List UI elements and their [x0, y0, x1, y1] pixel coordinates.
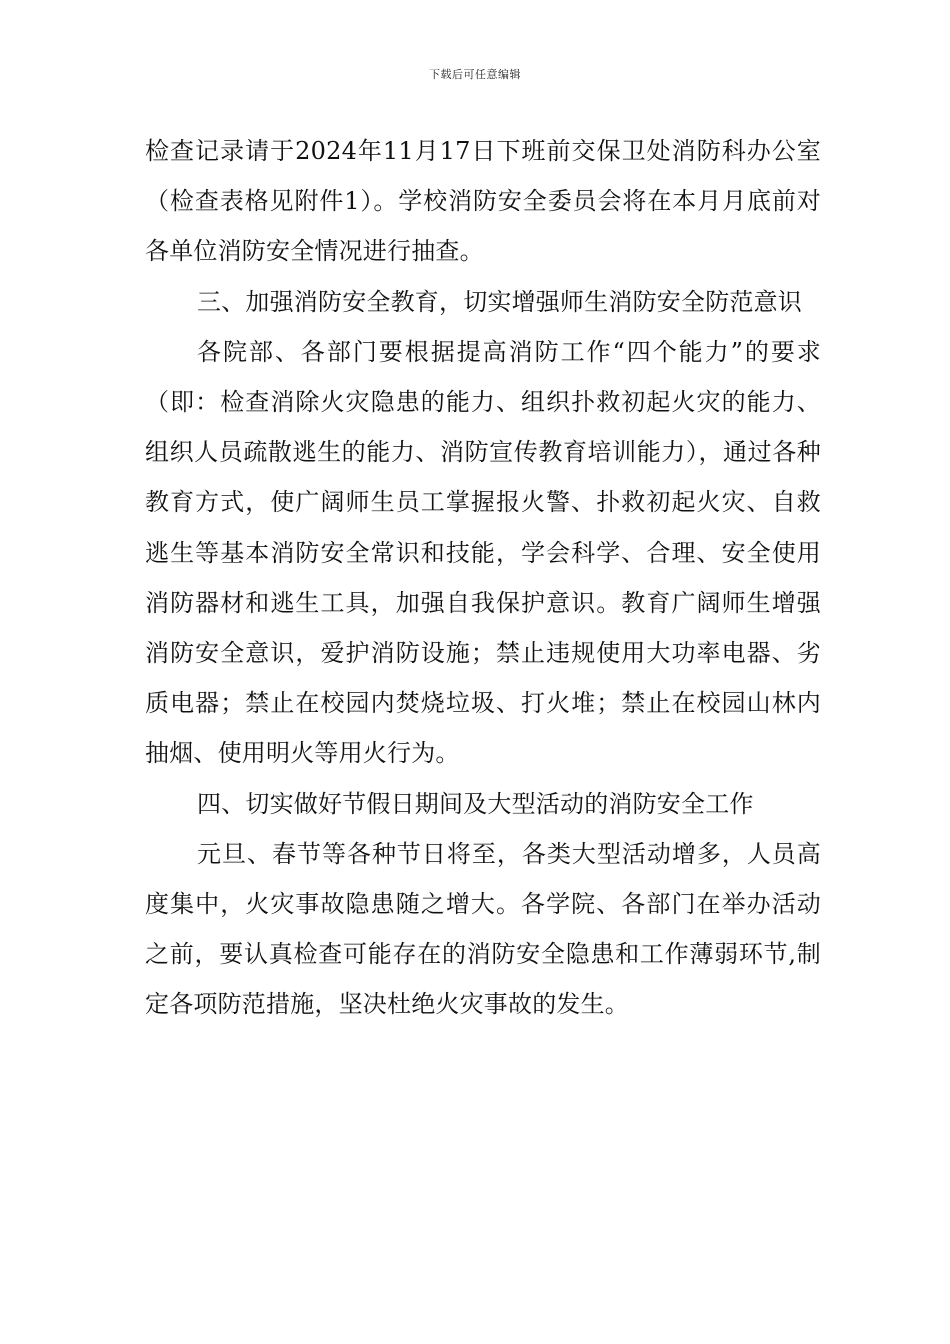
document-body	[145, 126, 821, 1030]
section-heading-3: 三、加强消防安全教育，切实增强师生消防安全防范意识	[197, 287, 802, 316]
page-header: 下载后可任意编辑	[429, 68, 521, 81]
section-heading-4: 四、切实做好节假日期间及大型活动的消防安全工作	[197, 789, 754, 818]
paragraph-safety-education: 各院部、各部门要根据提高消防工作“四个能力”的要求（即：检查消除火灾隐患的能力、组织扑救初起火灾的能力、组织人员疏散逃生的能力、消防宣传教育培训能力），通过各种教育方式，使广阔师生员工掌握报火警、扑救初起火灾、自救逃生等基本消防安全常识和技能，学会科学、合理、安全使用消防器材和逃生工具，加强自我保护意识。教育广阔师生增强消防安全意识，爱护消防设施；禁止违规使用大功率电器、劣质电器；禁止在校园内焚烧垃圾、打火堆；禁止在校园山林内抽烟、使用明火等用火行为。	[145, 337, 821, 768]
paragraph-inspection-records: 检查记录请于2024年11月17日下班前交保卫处消防科办公室（检查表格见附件1）。学校消防安全委员会将在本月月底前对各单位消防安全情况进行抽查。	[145, 137, 821, 266]
paragraph-holiday-safety: 元旦、春节等各种节日将至，各类大型活动增多，人员高度集中，火灾事故隐患随之增大。各学院、各部门在举办活动之前，要认真检查可能存在的消防安全隐患和工作薄弱环节,制定各项防范措施，坚决杜绝火灾事故的发生。	[145, 839, 821, 1019]
